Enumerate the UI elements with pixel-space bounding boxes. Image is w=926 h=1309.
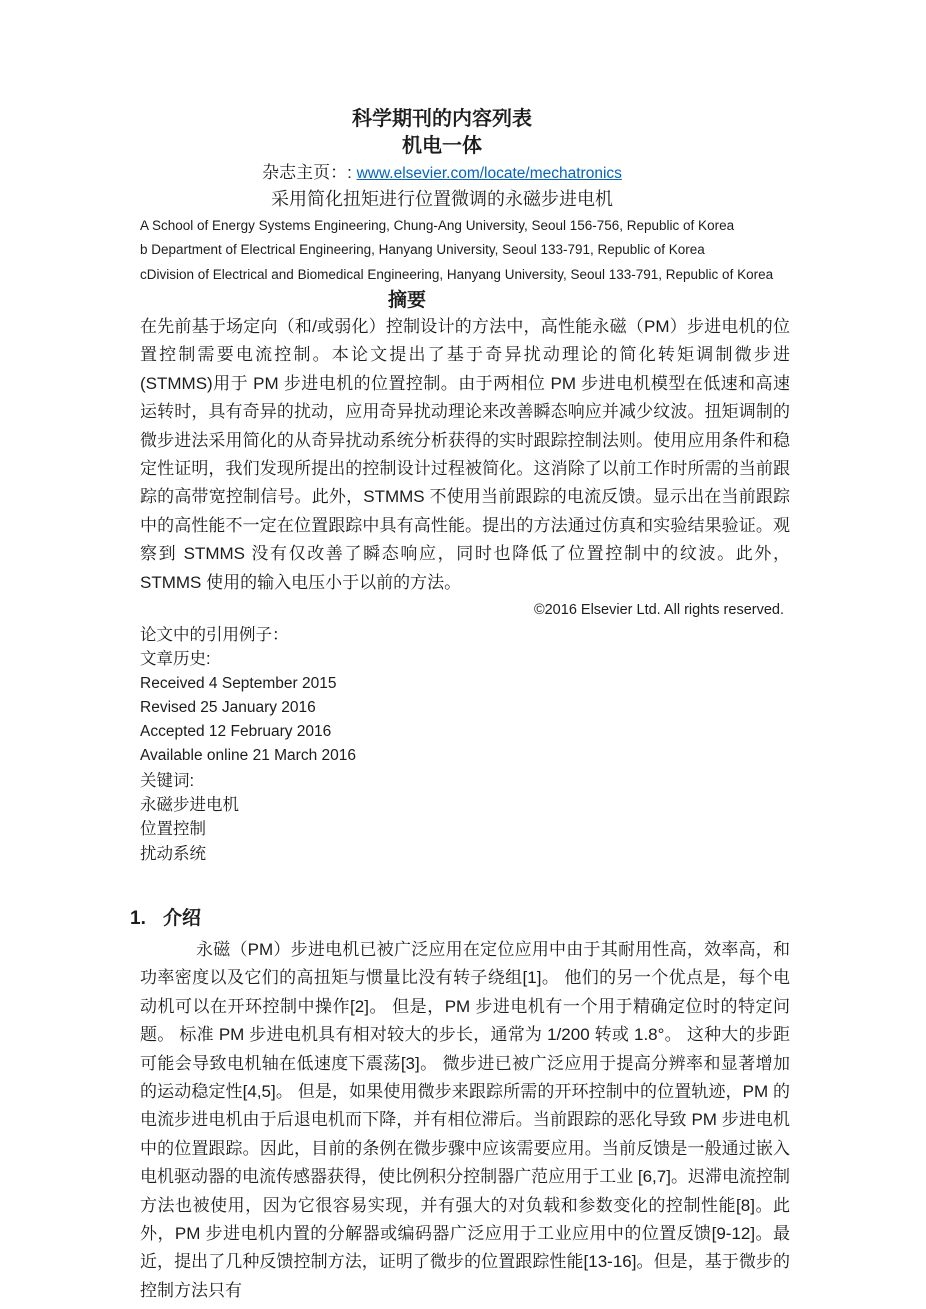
affiliations-block — [140, 214, 790, 287]
journal-banner: 科学期刊的内容列表 — [352, 108, 532, 130]
affiliation-line-c: cDivision of Electrical and Biomedical Engineering, Hanyang University, Seoul 133-791, Republic of Korea — [140, 266, 774, 282]
section-1-text: 永磁（PM）步进电机已被广泛应用在定位应用中由于其耐用性高，效率高，和功率密度以及它们的高扭矩与惯量比没有转子绕组[1]。 他们的另一个优点是，每个电动机可以在开环控制中操作[2]。 但是，PM 步进电机有一个用于精确定位时的特定问题。 标准 PM 步进电机具有相对较大的步长，通常为 1/200 转或 1.8°。 这种大的步距可能会导致电机轴在低速度下震荡[3]。 微步进已被广泛应用于提高分辨率和显著增加的运动稳定性[4,5]。 但是，如果使用微步来跟踪所需的开环控制中的位置轨迹，PM 的电流步进电机由于后退电机而下降，并有相位滞后。当前跟踪的恶化导致 PM 步进电机中的位置跟踪。因此，目前的条例在微步骤中应该需要应用。当前反馈是一般通过嵌入电机驱动器的电流传感器获得，使比例积分控制器广范应用于工业 [6,7]。迟滞电流控制方法也被使用，因为它很容易实现，并有强大的对负载和参数变化的控制性能[8]。此外，PM 步进电机内置的分解器或编码器广泛应用于工业应用中的位置反馈[9-12]。最近，提出了几种反馈控制方法，证明了微步的位置跟踪性能[13-16]。但是，基于微步的控制方法只有 — [140, 939, 790, 1300]
affiliation-line-b: b Department of Electrical Engineering, Hanyang University, Seoul 133-791, Republic of Korea — [140, 242, 705, 258]
history-accepted: Accepted 12 February 2016 — [140, 723, 332, 741]
homepage-link[interactable]: www.elsevier.com/locate/mechatronics — [356, 165, 622, 182]
keyword-item: 扰动系统 — [140, 844, 206, 863]
keywords-label: 关键词: — [140, 771, 195, 790]
section-title: 介绍 — [163, 907, 202, 929]
history-received: Received 4 September 2015 — [140, 674, 337, 692]
citation-example-label: 论文中的引用例子： — [140, 625, 289, 644]
paper-title: 采用简化扭矩进行位置微调的永磁步进电机 — [271, 189, 613, 209]
abstract-text: 在先前基于场定向（和/或弱化）控制设计的方法中，高性能永磁（PM）步进电机的位置控制需要电流控制。本论文提出了基于奇异扰动理论的简化转矩调制微步进(STMMS)用于 PM 步进电机的位置控制。由于两相位 PM 步进电机模型在低速和高速运转时，具有奇异的扰动，应用奇异扰动理论来改善瞬态响应并减少纹波。扭矩调制的微步进法采用简化的从奇异扰动系统分析获得的实时跟踪控制法则。使用应用条件和稳定性证明，我们发现所提出的控制设计过程被简化。这消除了以前工作时所需的当前跟踪的高带宽控制信号。此外，STMMS 不使用当前跟踪的电流反馈。显示出在当前跟踪中的高性能不一定在位置跟踪中具有高性能。提出的方法通过仿真和实验结果验证。观察到 STMMS 没有仅改善了瞬态响应，同时也降低了位置控制中的纹波。此外，STMMS 使用的输入电压小于以前的方法。 — [140, 316, 790, 592]
abstract-heading: 摘要 — [387, 289, 426, 311]
history-revised: Revised 25 January 2016 — [140, 698, 316, 716]
document-content — [130, 106, 790, 1305]
homepage-label: 杂志主页：: — [262, 163, 352, 182]
article-history-label: 文章历史: — [140, 650, 211, 669]
journal-name: 机电一体 — [402, 135, 482, 157]
article-info-block — [140, 623, 790, 866]
journal-homepage-line — [140, 160, 744, 186]
keyword-item: 位置控制 — [140, 820, 206, 839]
affiliation-line-a: A School of Energy Systems Engineering, Chung-Ang University, Seoul 156-756, Republic of Korea — [140, 218, 735, 233]
copyright-line: ©2016 Elsevier Ltd. All rights reserved. — [533, 601, 784, 618]
section-1-heading — [130, 906, 790, 932]
keyword-item: 永磁步进电机 — [140, 796, 239, 815]
section-number: 1. — [130, 907, 146, 929]
journal-header — [140, 106, 790, 212]
history-available-online: Available online 21 March 2016 — [140, 747, 357, 765]
